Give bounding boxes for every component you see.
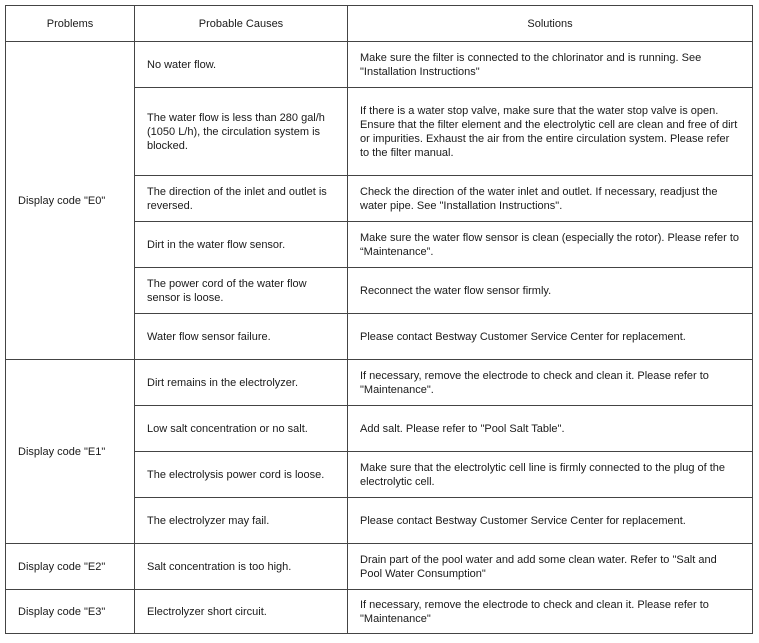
header-problems: Problems [6,6,135,42]
problem-cell-e0: Display code "E0" [6,42,135,360]
solution-cell: Make sure the filter is connected to the chlorinator and is running. See "Installation Instructions" [348,42,753,88]
cause-cell: The water flow is less than 280 gal/h (1050 L/h), the circulation system is blocked. [135,88,348,176]
troubleshooting-table [5,5,753,634]
cause-cell: The direction of the inlet and outlet is reversed. [135,176,348,222]
cause-cell: Water flow sensor failure. [135,314,348,360]
cause-cell: The power cord of the water flow sensor is loose. [135,268,348,314]
solution-cell: If necessary, remove the electrode to check and clean it. Please refer to "Maintenance" [348,590,753,634]
header-probable-causes: Probable Causes [135,6,348,42]
problem-cell-e2: Display code "E2" [6,544,135,590]
cause-cell: Electrolyzer short circuit. [135,590,348,634]
cause-cell: Low salt concentration or no salt. [135,406,348,452]
solution-cell: Reconnect the water flow sensor firmly. [348,268,753,314]
solution-cell: If necessary, remove the electrode to check and clean it. Please refer to "Maintenance". [348,360,753,406]
solution-cell: Please contact Bestway Customer Service Center for replacement. [348,314,753,360]
cause-cell: The electrolysis power cord is loose. [135,452,348,498]
cause-cell: The electrolyzer may fail. [135,498,348,544]
solution-cell: Check the direction of the water inlet and outlet. If necessary, readjust the water pipe. See "Installation Instructions". [348,176,753,222]
table-row [6,360,753,406]
problem-cell-e3: Display code "E3" [6,590,135,634]
cause-cell: Dirt remains in the electrolyzer. [135,360,348,406]
solution-cell: Drain part of the pool water and add some clean water. Refer to "Salt and Pool Water Consumption" [348,544,753,590]
solution-cell: Make sure that the electrolytic cell line is firmly connected to the plug of the electrolytic cell. [348,452,753,498]
troubleshooting-table-wrapper [5,5,753,634]
table-row [6,544,753,590]
solution-cell: Please contact Bestway Customer Service Center for replacement. [348,498,753,544]
header-row [6,6,753,42]
cause-cell: No water flow. [135,42,348,88]
header-solutions: Solutions [348,6,753,42]
solution-cell: Add salt. Please refer to "Pool Salt Table". [348,406,753,452]
table-row [6,590,753,634]
cause-cell: Dirt in the water flow sensor. [135,222,348,268]
problem-cell-e1: Display code "E1" [6,360,135,544]
cause-cell: Salt concentration is too high. [135,544,348,590]
table-row [6,42,753,88]
solution-cell: If there is a water stop valve, make sure that the water stop valve is open. Ensure that the filter element and the electrolytic cell are clean and free of dirt or impurities. Exhaust the air from the entire circulation system. Please refer to the filter manual. [348,88,753,176]
solution-cell: Make sure the water flow sensor is clean (especially the rotor). Please refer to “Maintenance”. [348,222,753,268]
